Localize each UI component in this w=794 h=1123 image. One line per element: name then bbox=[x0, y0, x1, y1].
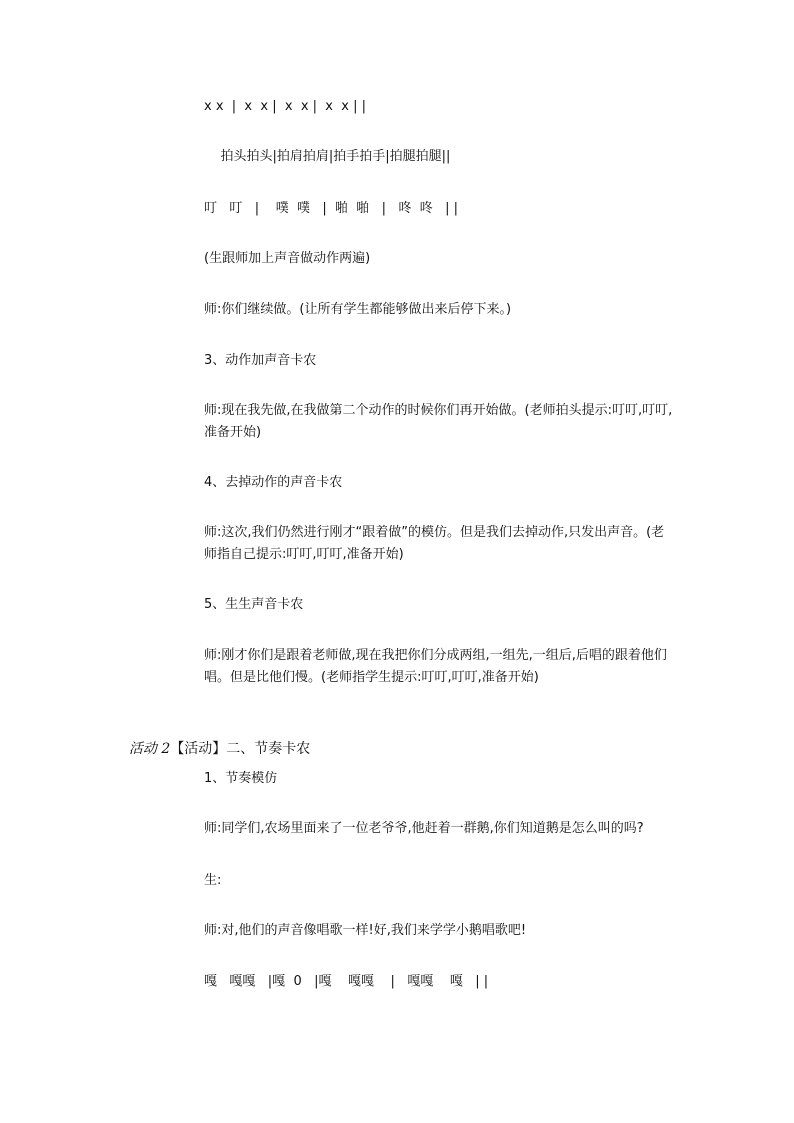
teacher-instruction-4: 师:刚才你们是跟着老师做,现在我把你们分成两组,一组先,一组后,后唱的跟着他们唱。但是比他们慢。(老师指学生提示:叮叮,叮叮,准备开始) bbox=[204, 648, 667, 685]
student-response: 生: bbox=[204, 873, 222, 888]
teacher-instruction-5: 师:同学们,农场里面来了一位老爷爷,他赶着一群鹅,你们知道鹅是怎么叫的吗? bbox=[204, 821, 644, 836]
action-sequence-line: 拍头拍头|拍肩拍肩|拍手拍手|拍腿拍腿|| bbox=[204, 149, 451, 164]
step-4-heading: 4、去掉动作的声音卡农 bbox=[204, 475, 343, 490]
activity-heading bbox=[120, 716, 310, 760]
sub-step-1-heading: 1、节奏模仿 bbox=[204, 771, 278, 786]
goose-rhythm-line: 嘎 嘎嘎 |嘎 0 |嘎 嘎嘎 | 嘎嘎 嘎 | | bbox=[204, 974, 489, 989]
rhythm-notation-line: x x | x x | x x | x x | | bbox=[204, 99, 366, 114]
teacher-instruction-6: 师:对,他们的声音像唱歌一样!好,我们来学学小鹅唱歌吧! bbox=[204, 923, 527, 938]
teacher-instruction-1: 师:你们继续做。(让所有学生都能够做出来后停下来。) bbox=[204, 302, 512, 317]
note-line: (生跟师加上声音做动作两遍) bbox=[204, 251, 371, 266]
activity-number: 活动 2 bbox=[128, 741, 171, 757]
step-5-heading: 5、生生声音卡农 bbox=[204, 597, 304, 612]
step-3-heading: 3、动作加声音卡农 bbox=[204, 353, 317, 368]
teacher-instruction-2: 师:现在我先做,在我做第二个动作的时候你们再开始做。(老师拍头提示:叮叮,叮叮,准备开始) bbox=[204, 403, 673, 440]
teacher-instruction-3: 师:这次,我们仍然进行刚才“跟着做”的模仿。但是我们去掉动作,只发出声音。(老师指自己提示:叮叮,叮叮,准备开始) bbox=[204, 525, 665, 562]
activity-title: 【活动】二、节奏卡农 bbox=[170, 741, 311, 757]
sound-sequence-line: 叮 叮 | 噗 噗 | 啪 啪 | 咚 咚 | | bbox=[204, 201, 459, 216]
